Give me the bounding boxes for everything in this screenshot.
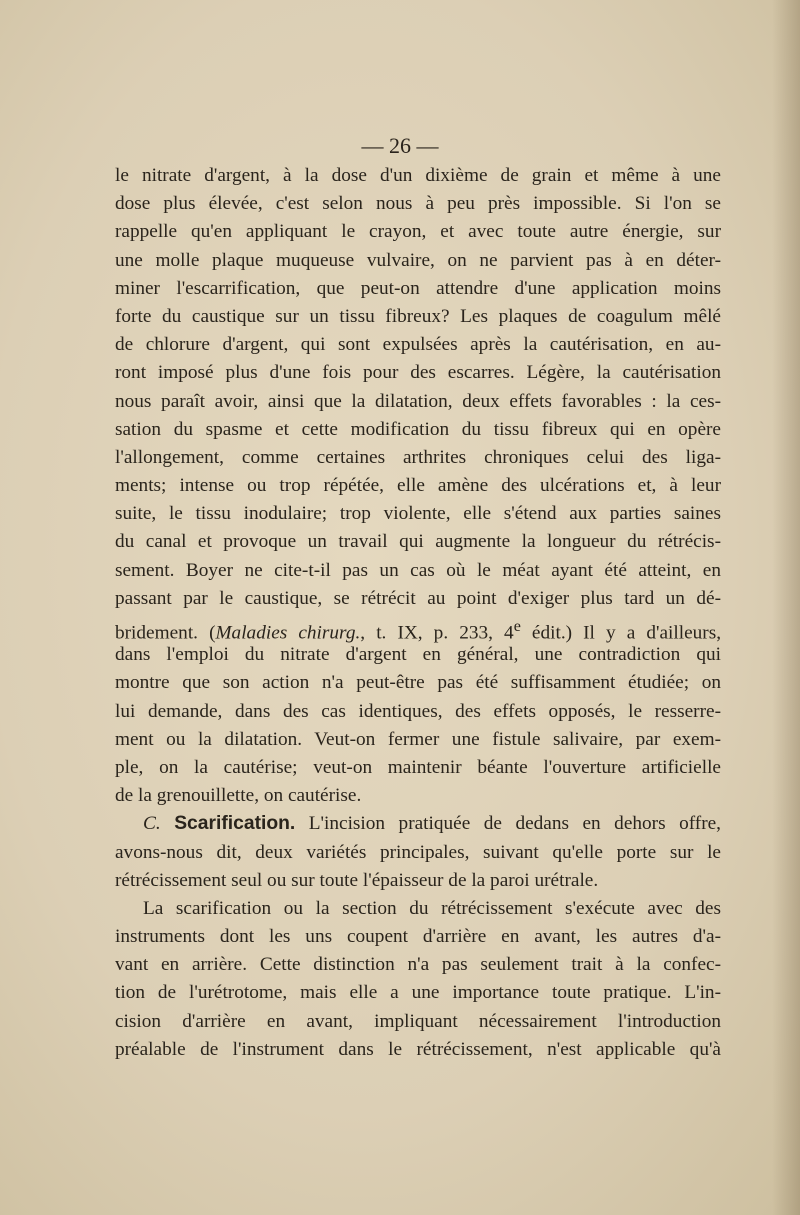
text-line: tion de l'urétrotome, mais elle a une importance toute pratique. L'in- — [115, 982, 721, 1004]
text-line: dans l'emploi du nitrate d'argent en général, une contradiction qui — [115, 644, 721, 666]
text-line: le nitrate d'argent, à la dose d'un dixième de grain et même à une — [115, 165, 721, 186]
paragraph-first-line: La scarification ou la section du rétrécissement s'exécute avec des — [143, 897, 721, 919]
text-line: une molle plaque muqueuse vulvaire, on ne parvient pas à en déter- — [115, 249, 721, 271]
text-line: forte du caustique sur un tissu fibreux? Les plaques de coagulum mêlé — [115, 305, 721, 327]
citation-mid: , t. IX, p. 233, 4 — [360, 622, 514, 644]
text-line: de la grenouillette, on cautérise. — [115, 785, 362, 807]
text-line: sement. Boyer ne cite-t-il pas un cas où le méat ayant été atteint, en — [115, 559, 721, 581]
text-line: rétrécissement seul ou sur toute l'épaisseur de la paroi urétrale. — [115, 869, 599, 891]
text-line: l'allongement, comme certaines arthrites chroniques celui des liga- — [115, 446, 721, 468]
text-line: ple, on la cautérise; veut-on maintenir béante l'ouverture artificielle — [115, 756, 721, 778]
citation-title: Maladies chirurg. — [215, 622, 361, 644]
body-text — [115, 162, 721, 1064]
text-line: montre que son action n'a peut-être pas été suffisamment étudiée; on — [115, 672, 721, 694]
section-heading: Scarification. — [174, 813, 296, 835]
page-number: — 26 — — [361, 133, 439, 158]
text-line: cision d'arrière en avant, impliquant nécessairement l'introduction — [115, 1010, 721, 1032]
text-line: miner l'escarrification, que peut-on attendre d'une application moins — [115, 277, 721, 299]
text-line: préalable de l'instrument dans le rétrécissement, n'est applicable qu'à — [115, 1038, 721, 1060]
text-line: lui demande, dans des cas identiques, des effets opposés, le resserre- — [115, 700, 721, 722]
text-line: ments; intense ou trop répétée, elle amène des ulcérations et, à leur — [115, 475, 721, 497]
section-c-line — [115, 810, 721, 838]
text-line: nous paraît avoir, ainsi que la dilatation, deux effets favorables : la ces- — [115, 390, 721, 412]
section-text: L'incision pratiquée de dedans en dehors offre, — [295, 813, 721, 835]
text-line: instruments dont les uns coupent d'arrière en avant, les autres d'a- — [115, 926, 721, 948]
text-line: avons-nous dit, deux variétés principales, suivant qu'elle porte sur le — [115, 841, 721, 863]
text-line: vant en arrière. Cette distinction n'a pas seulement trait à la confec- — [115, 954, 721, 976]
text-line: ment ou la dilatation. Veut-on fermer une fistule salivaire, par exem- — [115, 728, 721, 750]
citation-sup: e — [513, 618, 521, 635]
section-letter: C. — [143, 813, 161, 835]
text-line: sation du spasme et cette modification du tissu fibreux qui en opère — [115, 418, 721, 440]
text-line: de chlorure d'argent, qui sont expulsées après la cautérisation, en au- — [115, 334, 721, 356]
text-line: ront imposé plus d'une fois pour des escarres. Légère, la cautérisation — [115, 362, 721, 384]
citation-pre: bridement. ( — [115, 622, 216, 644]
page-edge-shadow — [772, 0, 800, 1215]
text-line: passant par le caustique, se rétrécit au point d'exiger plus tard un dé- — [115, 587, 721, 609]
text-line: du canal et provoque un travail qui augmente la longueur du rétrécis- — [115, 531, 721, 553]
text-line: rappelle qu'en appliquant le crayon, et avec toute autre énergie, sur — [115, 221, 721, 243]
text-line-citation — [115, 613, 722, 644]
text-line: dose plus élevée, c'est selon nous à peu près impossible. Si l'on se — [115, 193, 721, 215]
citation-post: édit.) Il y a d'ailleurs, — [520, 622, 722, 644]
text-line: suite, le tissu inodulaire; trop violente, elle s'étend aux parties saines — [115, 503, 721, 525]
